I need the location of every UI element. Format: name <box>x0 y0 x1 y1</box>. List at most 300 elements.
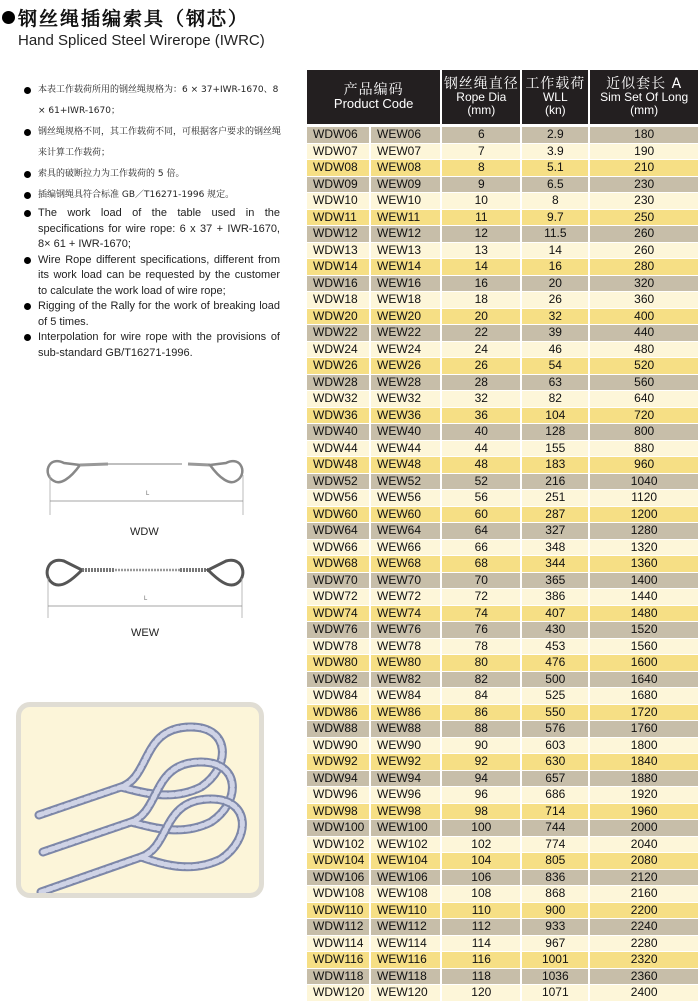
wdw-eye-right <box>210 461 242 482</box>
table-row <box>307 259 698 276</box>
table-row <box>307 474 698 491</box>
rope-dia-cell: 44 <box>442 441 520 458</box>
wew-code-cell: WEW11 <box>371 210 440 227</box>
set-length-cell: 260 <box>590 243 698 260</box>
wew-code-cell: WEW22 <box>371 325 440 342</box>
wew-code-cell: WEW90 <box>371 738 440 755</box>
page-title <box>2 4 249 31</box>
wew-code-cell: WEW102 <box>371 837 440 854</box>
wll-cell: 128 <box>522 424 588 441</box>
bullet-icon <box>24 192 31 199</box>
wll-cell: 500 <box>522 672 588 689</box>
table-row <box>307 853 698 870</box>
wdw-code-cell: WDW40 <box>307 424 369 441</box>
wdw-code-cell: WDW94 <box>307 771 369 788</box>
wew-eye-right <box>208 560 243 585</box>
wew-code-cell: WEW09 <box>371 177 440 194</box>
wll-cell: 183 <box>522 457 588 474</box>
wew-code-cell: WEW70 <box>371 573 440 590</box>
wll-cell: 603 <box>522 738 588 755</box>
wew-code-cell: WEW74 <box>371 606 440 623</box>
rope-dia-cell: 28 <box>442 375 520 392</box>
set-length-cell: 1680 <box>590 688 698 705</box>
table-row <box>307 391 698 408</box>
wdw-code-cell: WDW100 <box>307 820 369 837</box>
table-row <box>307 589 698 606</box>
rope-dia-cell: 26 <box>442 358 520 375</box>
wew-code-cell: WEW40 <box>371 424 440 441</box>
set-length-cell: 1280 <box>590 523 698 540</box>
wdw-code-cell: WDW08 <box>307 160 369 177</box>
rope-dia-cell: 86 <box>442 705 520 722</box>
table-row <box>307 276 698 293</box>
set-length-cell: 1480 <box>590 606 698 623</box>
wdw-code-cell: WDW64 <box>307 523 369 540</box>
notes-en <box>24 206 280 361</box>
wll-cell: 836 <box>522 870 588 887</box>
wdw-code-cell: WDW118 <box>307 969 369 986</box>
wew-code-cell: WEW12 <box>371 226 440 243</box>
set-length-cell: 2160 <box>590 886 698 903</box>
wll-cell: 6.5 <box>522 177 588 194</box>
set-length-cell: 230 <box>590 177 698 194</box>
set-length-cell: 480 <box>590 342 698 359</box>
wew-code-cell: WEW88 <box>371 721 440 738</box>
rope-dia-cell: 88 <box>442 721 520 738</box>
note-zh: 钢丝绳规格不同，其工作载荷不同，可根据客户要求的钢丝绳来计算工作载荷； <box>24 122 284 164</box>
wdw-code-cell: WDW116 <box>307 952 369 969</box>
wll-cell: 550 <box>522 705 588 722</box>
set-length-cell: 1200 <box>590 507 698 524</box>
note-zh: 本表工作载荷所用的钢丝绳规格为：6 × 37+IWR-1670、8 × 61+IWR-1670； <box>24 80 284 122</box>
wew-code-cell: WEW24 <box>371 342 440 359</box>
wdw-code-cell: WDW18 <box>307 292 369 309</box>
wll-cell: 26 <box>522 292 588 309</box>
wdw-code-cell: WDW06 <box>307 127 369 144</box>
wdw-dimension-label: L <box>146 491 150 497</box>
wll-cell: 714 <box>522 804 588 821</box>
wdw-code-cell: WDW86 <box>307 705 369 722</box>
wll-cell: 104 <box>522 408 588 425</box>
rope-dia-cell: 10 <box>442 193 520 210</box>
wew-code-cell: WEW100 <box>371 820 440 837</box>
set-length-cell: 230 <box>590 193 698 210</box>
wll-cell: 8 <box>522 193 588 210</box>
wdw-code-cell: WDW14 <box>307 259 369 276</box>
notes-zh <box>24 80 284 206</box>
wdw-code-cell: WDW110 <box>307 903 369 920</box>
note-zh: 索具的破断拉力为工作载荷的 5 倍。 <box>24 164 284 185</box>
rope-dia-cell: 78 <box>442 639 520 656</box>
wew-code-cell: WEW72 <box>371 589 440 606</box>
set-length-cell: 1800 <box>590 738 698 755</box>
wdw-code-cell: WDW112 <box>307 919 369 936</box>
wll-cell: 63 <box>522 375 588 392</box>
set-length-cell: 2400 <box>590 985 698 1002</box>
set-length-cell: 640 <box>590 391 698 408</box>
table-row <box>307 919 698 936</box>
table-row <box>307 573 698 590</box>
set-length-cell: 1440 <box>590 589 698 606</box>
set-length-cell: 880 <box>590 441 698 458</box>
wll-cell: 155 <box>522 441 588 458</box>
wew-code-cell: WEW76 <box>371 622 440 639</box>
rope-dia-cell: 12 <box>442 226 520 243</box>
set-length-cell: 1960 <box>590 804 698 821</box>
wew-eye-left <box>47 560 82 585</box>
rope-dia-cell: 36 <box>442 408 520 425</box>
bullet-icon <box>24 129 31 136</box>
set-length-cell: 1720 <box>590 705 698 722</box>
wll-cell: 900 <box>522 903 588 920</box>
bullet-icon <box>24 334 31 341</box>
table-row <box>307 622 698 639</box>
table-body <box>307 127 698 1002</box>
set-length-cell: 1400 <box>590 573 698 590</box>
table-header-row <box>307 70 698 127</box>
wdw-code-cell: WDW120 <box>307 985 369 1002</box>
wew-code-cell: WEW66 <box>371 540 440 557</box>
set-length-cell: 190 <box>590 144 698 161</box>
rope-dia-cell: 72 <box>442 589 520 606</box>
set-length-cell: 2320 <box>590 952 698 969</box>
rope-dia-cell: 102 <box>442 837 520 854</box>
wew-code-cell: WEW06 <box>371 127 440 144</box>
wll-cell: 216 <box>522 474 588 491</box>
table-row <box>307 705 698 722</box>
wdw-code-cell: WDW09 <box>307 177 369 194</box>
wew-code-cell: WEW36 <box>371 408 440 425</box>
table-row <box>307 886 698 903</box>
table-row <box>307 523 698 540</box>
bullet-icon <box>24 210 31 217</box>
set-length-cell: 1760 <box>590 721 698 738</box>
rope-dia-cell: 9 <box>442 177 520 194</box>
wll-cell: 868 <box>522 886 588 903</box>
wew-code-cell: WEW32 <box>371 391 440 408</box>
wew-code-cell: WEW114 <box>371 936 440 953</box>
wew-code-cell: WEW82 <box>371 672 440 689</box>
wdw-code-cell: WDW76 <box>307 622 369 639</box>
wll-cell: 576 <box>522 721 588 738</box>
wew-code-cell: WEW08 <box>371 160 440 177</box>
set-length-cell: 720 <box>590 408 698 425</box>
wdw-code-cell: WDW26 <box>307 358 369 375</box>
rope-dia-cell: 22 <box>442 325 520 342</box>
set-length-cell: 2200 <box>590 903 698 920</box>
table-row <box>307 771 698 788</box>
table-row <box>307 540 698 557</box>
rope-dia-cell: 40 <box>442 424 520 441</box>
rope-dia-cell: 11 <box>442 210 520 227</box>
wll-cell: 2.9 <box>522 127 588 144</box>
wdw-code-cell: WDW32 <box>307 391 369 408</box>
wll-cell: 1036 <box>522 969 588 986</box>
wew-code-cell: WEW13 <box>371 243 440 260</box>
wll-cell: 630 <box>522 754 588 771</box>
wll-cell: 9.7 <box>522 210 588 227</box>
table-row <box>307 127 698 144</box>
title-zh: 钢丝绳插编索具（钢芯） <box>18 8 250 30</box>
set-length-cell: 1600 <box>590 655 698 672</box>
rope-dia-cell: 14 <box>442 259 520 276</box>
set-length-cell: 400 <box>590 309 698 326</box>
wdw-code-cell: WDW28 <box>307 375 369 392</box>
wdw-code-cell: WDW102 <box>307 837 369 854</box>
wll-cell: 11.5 <box>522 226 588 243</box>
rope-dia-cell: 120 <box>442 985 520 1002</box>
wdw-code-cell: WDW60 <box>307 507 369 524</box>
rope-dia-cell: 114 <box>442 936 520 953</box>
wew-code-cell: WEW116 <box>371 952 440 969</box>
rope-dia-cell: 76 <box>442 622 520 639</box>
set-length-cell: 260 <box>590 226 698 243</box>
set-length-cell: 2280 <box>590 936 698 953</box>
wdw-code-cell: WDW07 <box>307 144 369 161</box>
table-row <box>307 342 698 359</box>
set-length-cell: 2360 <box>590 969 698 986</box>
rope-dia-cell: 116 <box>442 952 520 969</box>
wdw-code-cell: WDW84 <box>307 688 369 705</box>
set-length-cell: 1320 <box>590 540 698 557</box>
table-row <box>307 424 698 441</box>
rope-dia-cell: 64 <box>442 523 520 540</box>
wll-cell: 744 <box>522 820 588 837</box>
wew-code-cell: WEW98 <box>371 804 440 821</box>
wll-cell: 327 <box>522 523 588 540</box>
set-length-cell: 1520 <box>590 622 698 639</box>
set-length-cell: 520 <box>590 358 698 375</box>
wew-code-cell: WEW92 <box>371 754 440 771</box>
set-length-cell: 210 <box>590 160 698 177</box>
header-wll: 工作载荷 WLL (kn) <box>522 70 588 127</box>
note-en: Rigging of the Rally for the work of breaking load of 5 times. <box>24 299 280 330</box>
wdw-code-cell: WDW104 <box>307 853 369 870</box>
wdw-code-cell: WDW72 <box>307 589 369 606</box>
wew-code-cell: WEW60 <box>371 507 440 524</box>
wll-cell: 32 <box>522 309 588 326</box>
wll-cell: 686 <box>522 787 588 804</box>
wll-cell: 453 <box>522 639 588 656</box>
wll-cell: 805 <box>522 853 588 870</box>
wdw-code-cell: WDW114 <box>307 936 369 953</box>
wdw-code-cell: WDW36 <box>307 408 369 425</box>
wll-cell: 386 <box>522 589 588 606</box>
table-row <box>307 325 698 342</box>
wdw-code-cell: WDW10 <box>307 193 369 210</box>
rope-dia-cell: 13 <box>442 243 520 260</box>
table-row <box>307 160 698 177</box>
set-length-cell: 1360 <box>590 556 698 573</box>
rope-dia-cell: 70 <box>442 573 520 590</box>
wll-cell: 967 <box>522 936 588 953</box>
rope-dia-cell: 90 <box>442 738 520 755</box>
bullet-icon <box>24 87 31 94</box>
wdw-code-cell: WDW24 <box>307 342 369 359</box>
set-length-cell: 2240 <box>590 919 698 936</box>
rope-dia-cell: 60 <box>442 507 520 524</box>
note-en: The work load of the table used in the specifications for wire rope: 6 x 37 + IWR-1670, 8× 61 + IWR-1670; <box>24 206 280 253</box>
wll-cell: 46 <box>522 342 588 359</box>
set-length-cell: 1560 <box>590 639 698 656</box>
wll-cell: 1001 <box>522 952 588 969</box>
wdw-diagram <box>40 445 250 515</box>
wdw-code-cell: WDW88 <box>307 721 369 738</box>
wll-cell: 287 <box>522 507 588 524</box>
wdw-code-cell: WDW90 <box>307 738 369 755</box>
wdw-code-cell: WDW70 <box>307 573 369 590</box>
wll-cell: 20 <box>522 276 588 293</box>
wew-code-cell: WEW20 <box>371 309 440 326</box>
table-row <box>307 969 698 986</box>
note-zh: 插编钢绳具符合标准 GB／T16271-1996 规定。 <box>24 185 284 206</box>
rope-dia-cell: 82 <box>442 672 520 689</box>
wew-code-cell: WEW120 <box>371 985 440 1002</box>
wll-cell: 525 <box>522 688 588 705</box>
rope-dia-cell: 20 <box>442 309 520 326</box>
wdw-code-cell: WDW44 <box>307 441 369 458</box>
table-row <box>307 952 698 969</box>
rope-dia-cell: 7 <box>442 144 520 161</box>
wdw-code-cell: WDW80 <box>307 655 369 672</box>
table-row <box>307 210 698 227</box>
wew-code-cell: WEW96 <box>371 787 440 804</box>
table-row <box>307 243 698 260</box>
wdw-code-cell: WDW92 <box>307 754 369 771</box>
rope-dia-cell: 24 <box>442 342 520 359</box>
wll-cell: 657 <box>522 771 588 788</box>
table-row <box>307 639 698 656</box>
rope-dia-cell: 18 <box>442 292 520 309</box>
wll-cell: 82 <box>522 391 588 408</box>
header-product-code: 产品编码 Product Code <box>307 70 440 127</box>
wew-code-cell: WEW14 <box>371 259 440 276</box>
bullet-icon <box>2 11 15 24</box>
set-length-cell: 180 <box>590 127 698 144</box>
set-length-cell: 280 <box>590 259 698 276</box>
wew-code-cell: WEW10 <box>371 193 440 210</box>
table-row <box>307 144 698 161</box>
wew-code-cell: WEW44 <box>371 441 440 458</box>
wll-cell: 365 <box>522 573 588 590</box>
wll-cell: 774 <box>522 837 588 854</box>
table-row <box>307 804 698 821</box>
wdw-code-cell: WDW96 <box>307 787 369 804</box>
rope-dia-cell: 106 <box>442 870 520 887</box>
table-row <box>307 936 698 953</box>
table-row <box>307 556 698 573</box>
table-row <box>307 375 698 392</box>
wdw-splice-right <box>188 464 210 465</box>
rope-dia-cell: 52 <box>442 474 520 491</box>
wew-code-cell: WEW48 <box>371 457 440 474</box>
wew-code-cell: WEW07 <box>371 144 440 161</box>
set-length-cell: 1840 <box>590 754 698 771</box>
wdw-code-cell: WDW82 <box>307 672 369 689</box>
wew-code-cell: WEW104 <box>371 853 440 870</box>
table-row <box>307 985 698 1002</box>
table-row <box>307 721 698 738</box>
table-row <box>307 754 698 771</box>
set-length-cell: 1920 <box>590 787 698 804</box>
wdw-code-cell: WDW68 <box>307 556 369 573</box>
rope-dia-cell: 6 <box>442 127 520 144</box>
note-en: Wire Rope different specifications, different from its work load can be requested by the customer to calculate the work load of wire rope; <box>24 253 280 300</box>
wdw-code-cell: WDW56 <box>307 490 369 507</box>
set-length-cell: 560 <box>590 375 698 392</box>
wew-code-cell: WEW18 <box>371 292 440 309</box>
header-rope-dia: 钢丝绳直径 Rope Dia (mm) <box>442 70 520 127</box>
table-row <box>307 193 698 210</box>
set-length-cell: 2000 <box>590 820 698 837</box>
wire-rope-slings-image <box>21 707 261 895</box>
wll-cell: 407 <box>522 606 588 623</box>
rope-dia-cell: 110 <box>442 903 520 920</box>
wew-code-cell: WEW26 <box>371 358 440 375</box>
set-length-cell: 1640 <box>590 672 698 689</box>
set-length-cell: 1040 <box>590 474 698 491</box>
rope-dia-cell: 56 <box>442 490 520 507</box>
wdw-code-cell: WDW66 <box>307 540 369 557</box>
wll-cell: 14 <box>522 243 588 260</box>
rope-dia-cell: 48 <box>442 457 520 474</box>
table-row <box>307 672 698 689</box>
wew-code-cell: WEW106 <box>371 870 440 887</box>
wll-cell: 348 <box>522 540 588 557</box>
wew-code-cell: WEW80 <box>371 655 440 672</box>
product-photo <box>16 702 264 898</box>
table-row <box>307 490 698 507</box>
note-en: Interpolation for wire rope with the provisions of sub-standard GB/T16271-1996. <box>24 330 280 361</box>
table-row <box>307 309 698 326</box>
bullet-icon <box>24 303 31 310</box>
rope-dia-cell: 16 <box>442 276 520 293</box>
wdw-code-cell: WDW78 <box>307 639 369 656</box>
wew-code-cell: WEW84 <box>371 688 440 705</box>
rope-dia-cell: 84 <box>442 688 520 705</box>
wew-code-cell: WEW112 <box>371 919 440 936</box>
set-length-cell: 1880 <box>590 771 698 788</box>
wll-cell: 5.1 <box>522 160 588 177</box>
wew-code-cell: WEW118 <box>371 969 440 986</box>
table-row <box>307 903 698 920</box>
wew-code-cell: WEW86 <box>371 705 440 722</box>
table-row <box>307 408 698 425</box>
wdw-code-cell: WDW20 <box>307 309 369 326</box>
table-row <box>307 507 698 524</box>
wew-diagram <box>40 552 250 622</box>
table-row <box>307 177 698 194</box>
wdw-code-cell: WDW22 <box>307 325 369 342</box>
wdw-code-cell: WDW74 <box>307 606 369 623</box>
table-row <box>307 837 698 854</box>
rope-dia-cell: 68 <box>442 556 520 573</box>
rope-dia-cell: 94 <box>442 771 520 788</box>
wdw-code-cell: WDW106 <box>307 870 369 887</box>
bullet-icon <box>24 171 31 178</box>
wll-cell: 933 <box>522 919 588 936</box>
set-length-cell: 250 <box>590 210 698 227</box>
wll-cell: 344 <box>522 556 588 573</box>
rope-dia-cell: 32 <box>442 391 520 408</box>
wll-cell: 39 <box>522 325 588 342</box>
wdw-code-cell: WDW98 <box>307 804 369 821</box>
wdw-code-cell: WDW11 <box>307 210 369 227</box>
wew-code-cell: WEW68 <box>371 556 440 573</box>
rope-dia-cell: 96 <box>442 787 520 804</box>
set-length-cell: 1120 <box>590 490 698 507</box>
table-row <box>307 738 698 755</box>
